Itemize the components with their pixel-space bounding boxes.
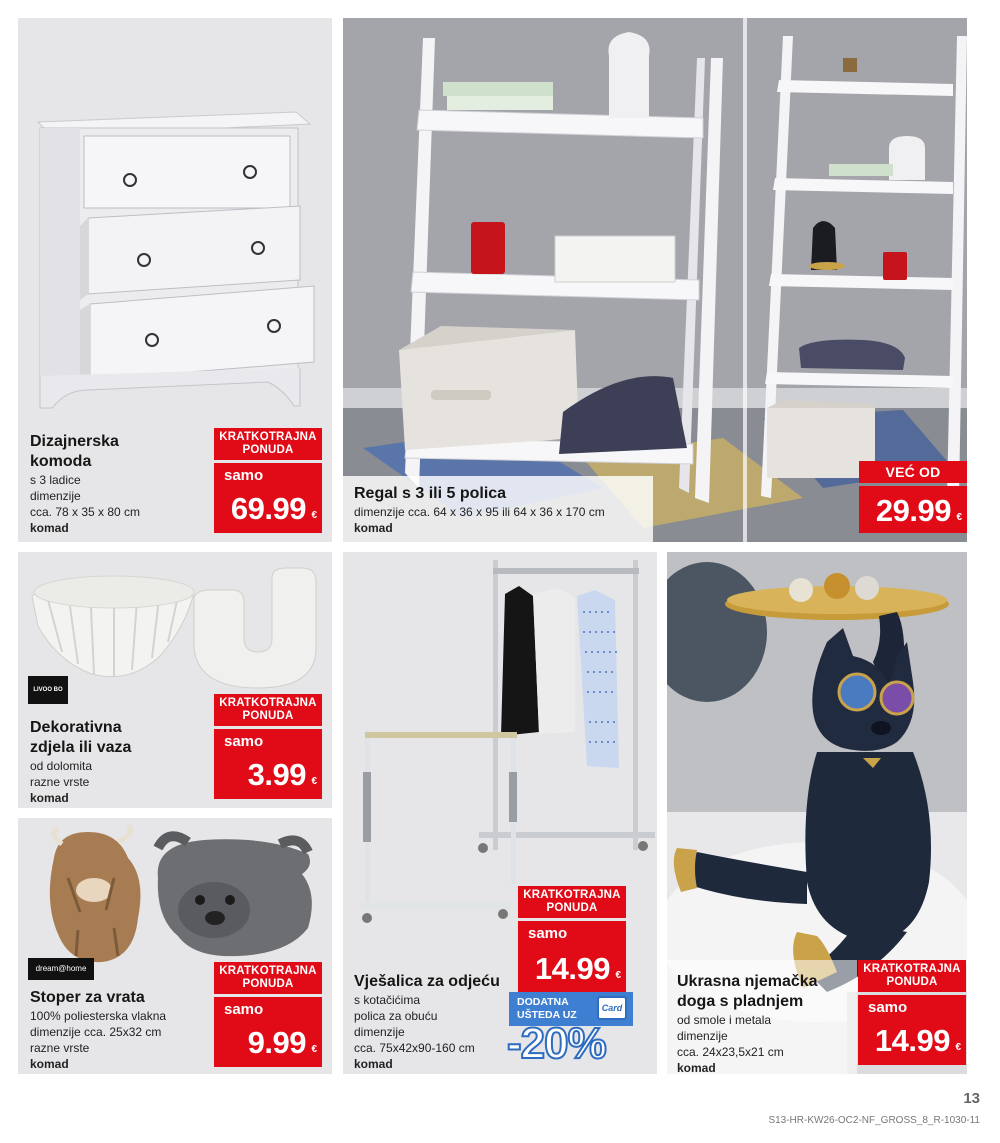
product-card-komoda[interactable]: [18, 18, 332, 542]
title-line-2: komoda: [30, 453, 92, 470]
promo-line-2: PONUDA: [546, 902, 598, 914]
price-value: 69.99: [230, 491, 306, 526]
promo-line-2: PONUDA: [242, 444, 294, 456]
product-description: [354, 992, 475, 1072]
card-line-1: DODATNA: [517, 996, 569, 1008]
price-badge: [214, 428, 322, 533]
product-card-zdjela[interactable]: [18, 552, 332, 808]
price-value: 14.99: [874, 1023, 950, 1058]
title-line-1: Ukrasna njemačka: [677, 973, 818, 990]
product-card-regal[interactable]: [343, 18, 967, 542]
currency-symbol: €: [311, 776, 317, 787]
price-box: [214, 729, 322, 799]
currency-symbol: €: [311, 1044, 317, 1055]
unit-label: komad: [30, 1057, 69, 1071]
product-description: [30, 758, 92, 806]
samo-label: samo: [224, 1001, 264, 1018]
product-description: [354, 504, 605, 536]
product-description: [30, 1008, 166, 1072]
price-box: [214, 997, 322, 1067]
desc-line: polica za obuću: [354, 1009, 438, 1023]
promo-line-1: KRATKOTRAJNA: [523, 889, 621, 901]
currency-symbol: €: [311, 510, 317, 521]
title-line-2: doga s pladnjem: [677, 993, 804, 1010]
desc-line: od smole i metala: [677, 1013, 772, 1027]
price-value: 9.99: [247, 1025, 306, 1060]
desc-line: cca. 24x23,5x21 cm: [677, 1045, 784, 1059]
price-badge: [214, 694, 322, 799]
promo-line-2: PONUDA: [242, 710, 294, 722]
desc-line: dimenzije cca. 64 x 36 x 95 ili 64 x 36 x 170 cm: [354, 505, 605, 519]
promo-label: [214, 694, 322, 726]
card-icon-label: Card: [601, 1003, 623, 1013]
unit-label: komad: [30, 791, 69, 805]
product-card-vjesalica[interactable]: [343, 552, 657, 1074]
desc-line: razne vrste: [30, 775, 90, 789]
product-title: Stoper za vrata: [30, 989, 145, 1006]
product-description: [30, 472, 140, 536]
price-box: [214, 463, 322, 533]
brand-logo-text: LIVOO BO: [33, 687, 63, 693]
price-box: [859, 486, 967, 533]
promo-label: [858, 960, 966, 992]
promo-line-2: PONUDA: [886, 976, 938, 988]
card-line-2: UŠTEDA UZ: [517, 1009, 577, 1021]
discount-percent: -20%: [507, 1019, 606, 1068]
brand-logo-text: dream@home: [35, 964, 87, 973]
card-discount-badge: [509, 992, 639, 1072]
samo-label: samo: [868, 999, 908, 1016]
price-badge: [518, 886, 626, 993]
desc-line: dimenzije cca. 25x32 cm: [30, 1025, 162, 1039]
product-image-komoda: [18, 18, 332, 423]
promo-label: [518, 886, 626, 918]
samo-label: samo: [224, 467, 264, 484]
promo-line-1: KRATKOTRAJNA: [219, 697, 317, 709]
vec-od-label: VEĆ OD: [859, 461, 967, 483]
unit-label: komad: [354, 521, 393, 535]
desc-line: dimenzije: [677, 1029, 728, 1043]
desc-line: razne vrste: [30, 1041, 90, 1055]
brand-logo: [28, 676, 68, 704]
product-title: Vješalica za odjeću: [354, 973, 500, 990]
product-image-stoper: [18, 818, 332, 968]
price-box: [858, 995, 966, 1065]
price-badge: [859, 461, 967, 533]
promo-line-1: KRATKOTRAJNA: [219, 965, 317, 977]
price-badge: [858, 960, 966, 1065]
product-title: [30, 432, 119, 472]
price-badge: [214, 962, 322, 1067]
currency-symbol: €: [615, 970, 621, 981]
price-value: 3.99: [247, 757, 306, 792]
desc-line: cca. 75x42x90-160 cm: [354, 1041, 475, 1055]
product-title: Regal s 3 ili 5 polica: [354, 485, 507, 502]
product-title: [30, 718, 131, 758]
card-icon: [597, 996, 627, 1020]
page-number: 13: [963, 1090, 980, 1107]
unit-label: komad: [354, 1057, 393, 1071]
promo-line-1: KRATKOTRAJNA: [219, 431, 317, 443]
price-value: 29.99: [875, 493, 951, 528]
desc-line: s 3 ladice: [30, 473, 81, 487]
product-card-stoper[interactable]: [18, 818, 332, 1074]
currency-symbol: €: [956, 512, 962, 523]
brand-logo: [28, 958, 94, 980]
product-card-doga[interactable]: [667, 552, 967, 1074]
desc-line: cca. 78 x 35 x 80 cm: [30, 505, 141, 519]
product-description: [677, 1012, 784, 1074]
desc-line: s kotačićima: [354, 993, 421, 1007]
desc-line: od dolomita: [30, 759, 93, 773]
samo-label: samo: [224, 733, 264, 750]
desc-line: 100% poliesterska vlakna: [30, 1009, 167, 1023]
currency-symbol: €: [955, 1042, 961, 1053]
price-value: 14.99: [534, 951, 610, 986]
unit-label: komad: [677, 1061, 716, 1074]
product-title: [677, 972, 818, 1012]
promo-line-2: PONUDA: [242, 978, 294, 990]
product-image-zdjela: [18, 552, 332, 692]
promo-label: [214, 428, 322, 460]
desc-line: dimenzije: [30, 489, 81, 503]
desc-line: dimenzije: [354, 1025, 405, 1039]
samo-label: samo: [528, 925, 568, 942]
promo-label: [214, 962, 322, 994]
catalog-code: S13-HR-KW26-OC2-NF_GROSS_8_R-1030-11: [768, 1115, 980, 1126]
title-line-1: Dekorativna: [30, 719, 122, 736]
price-box: [518, 921, 626, 993]
title-line-2: zdjela ili vaza: [30, 739, 132, 756]
promo-line-1: KRATKOTRAJNA: [863, 963, 961, 975]
unit-label: komad: [30, 521, 69, 535]
title-line-1: Dizajnerska: [30, 433, 119, 450]
